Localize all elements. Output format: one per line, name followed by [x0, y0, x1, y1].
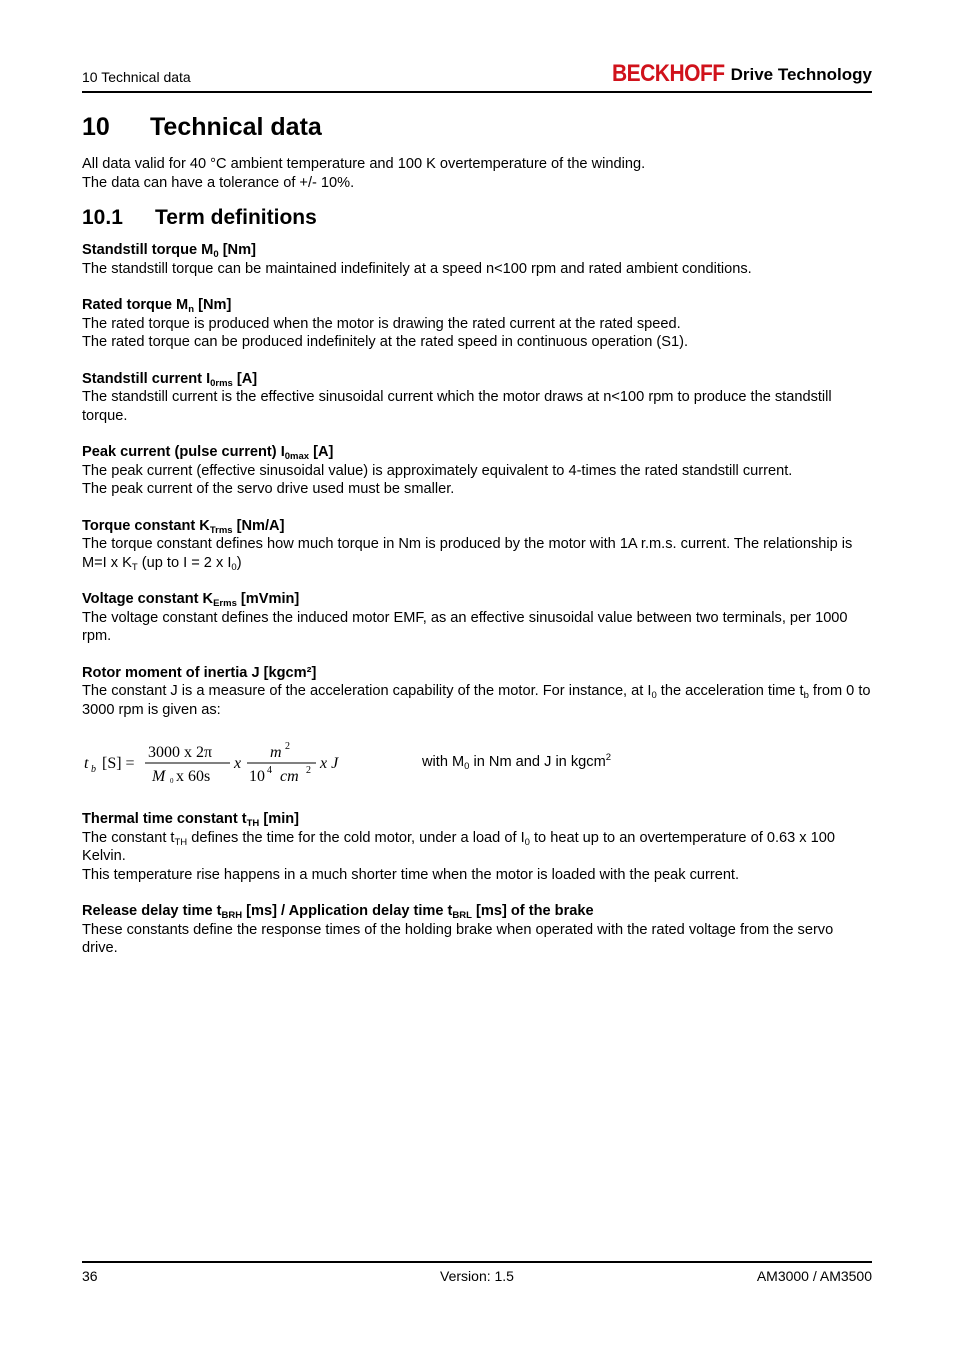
formula-denominator-2-exp: 4 — [267, 765, 272, 776]
term-text: The constant $t_{TH}$ defines the time for the cold motor, under a load of $I_0$ to heat up to an overtemperature of 0.63 x 100 Kelvin. — [82, 829, 835, 864]
page-content — [82, 112, 872, 976]
term-text: The rated torque is produced when the motor is drawing the rated current at the rated speed. — [82, 315, 681, 332]
section-heading — [82, 205, 872, 231]
footer-rule — [82, 1261, 872, 1263]
term-text: This temperature rise happens in a much shorter time when the motor is loaded with the peak current. — [82, 866, 740, 883]
term-torque-constant — [82, 517, 872, 573]
section-title: Term definitions — [155, 206, 317, 229]
term-title: Peak current (pulse current) $I_{0max}$ [A] — [82, 444, 334, 462]
formula-numerator-2-exp: 2 — [285, 741, 290, 752]
acceleration-formula-row — [82, 739, 872, 785]
chapter-heading — [82, 112, 872, 142]
formula-times-1: x — [234, 755, 242, 772]
header-brand — [612, 62, 872, 86]
formula-note: with $M_0$ in Nm and J in kgcm$^2$ — [422, 751, 612, 772]
formula-denominator-0: 0 — [170, 777, 174, 785]
chapter-number: 10 — [82, 113, 110, 141]
intro-line: All data valid for 40 °C ambient temperature and 100 K overtemperature of the winding. — [82, 156, 646, 172]
term-rated-torque — [82, 296, 872, 352]
formula-lhs-b: b — [91, 764, 96, 775]
term-text: The standstill torque can be maintained indefinitely at a speed n<100 rpm and rated ambient conditions. — [82, 260, 752, 277]
document-version: Version: 1.5 — [440, 1268, 514, 1284]
beckhoff-logo: BECKHOFF — [611, 60, 725, 87]
formula-numerator-2: m — [270, 744, 282, 761]
product-name: AM3000 / AM3500 — [756, 1268, 872, 1284]
formula-denominator-cm-exp: 2 — [306, 765, 311, 776]
term-title: Standstill torque $M_0$ [Nm] — [82, 242, 256, 260]
term-voltage-constant — [82, 590, 872, 646]
term-text: These constants define the response times of the holding brake when operated with the rated voltage from the servo drive. — [82, 921, 834, 956]
term-inertia — [82, 664, 872, 720]
term-title: Rated torque $M_n$ [Nm] — [82, 297, 232, 315]
formula-numerator-1: 3000 x 2π — [148, 744, 213, 761]
header-rule — [82, 91, 872, 93]
brand-suffix: Drive Technology — [730, 65, 872, 84]
term-peak-current — [82, 443, 872, 499]
term-title: Torque constant $K_{Trms}$ [Nm/A] — [82, 517, 285, 536]
term-text: The torque constant defines how much torque in Nm is produced by the motor with 1A r.m.s. current. The relationship is M=I x $K_T$ (up to I = 2 x $I_0$) — [82, 536, 853, 573]
term-title: Release delay time $t_{BRH}$ [ms] / Application delay time $t_{BRL}$ [ms] of the brake — [82, 903, 594, 921]
term-text: The voltage constant defines the induced motor EMF, as an effective sinusoidal value between two terminals, per 1000 rpm. — [82, 609, 848, 644]
term-text: The constant J is a measure of the acceleration capability of the motor. For instance, at $I_0$ the acceleration time $t_b$ from 0 to 3000 rpm is given as: — [82, 683, 871, 718]
formula-times-j: x J — [320, 755, 339, 772]
term-text: The rated torque can be produced indefinitely at the rated speed in continuous operation (S1). — [82, 334, 689, 350]
term-title: Thermal time constant $t_{TH}$ [min] — [82, 811, 300, 829]
chapter-title: Technical data — [150, 113, 322, 141]
formula-lhs-t: t — [84, 755, 89, 772]
formula-lhs-s: [S] = — [102, 755, 135, 772]
section-number: 10.1 — [82, 206, 123, 229]
acceleration-time-formula — [82, 739, 422, 785]
term-thermal-constant — [82, 810, 872, 884]
formula-denominator-1: x 60s — [176, 768, 211, 785]
term-text: The peak current of the servo drive used must be smaller. — [82, 481, 455, 497]
term-text: The standstill current is the effective sinusoidal current which the motor draws at n<100 rpm to produce the standstill torque. — [82, 389, 832, 424]
page-number: 36 — [82, 1268, 98, 1284]
term-text: The peak current (effective sinusoidal value) is approximately equivalent to 4-times the rated standstill current. — [82, 462, 793, 479]
term-title: Standstill current $I_{0rms}$ [A] — [82, 370, 258, 389]
term-brake-delay — [82, 902, 872, 958]
formula-denominator-m: M — [152, 768, 166, 785]
term-title: Rotor moment of inertia J [kgcm²] — [82, 664, 317, 681]
formula-denominator-2: 10 — [249, 768, 265, 785]
term-standstill-torque — [82, 241, 872, 278]
term-title: Voltage constant $K_{Erms}$ [mVmin] — [82, 591, 300, 609]
intro-line: The data can have a tolerance of +/- 10%. — [82, 174, 355, 191]
term-standstill-current — [82, 370, 872, 426]
formula-denominator-cm: cm — [280, 768, 299, 785]
header-section-title: 10 Technical data — [82, 69, 191, 85]
